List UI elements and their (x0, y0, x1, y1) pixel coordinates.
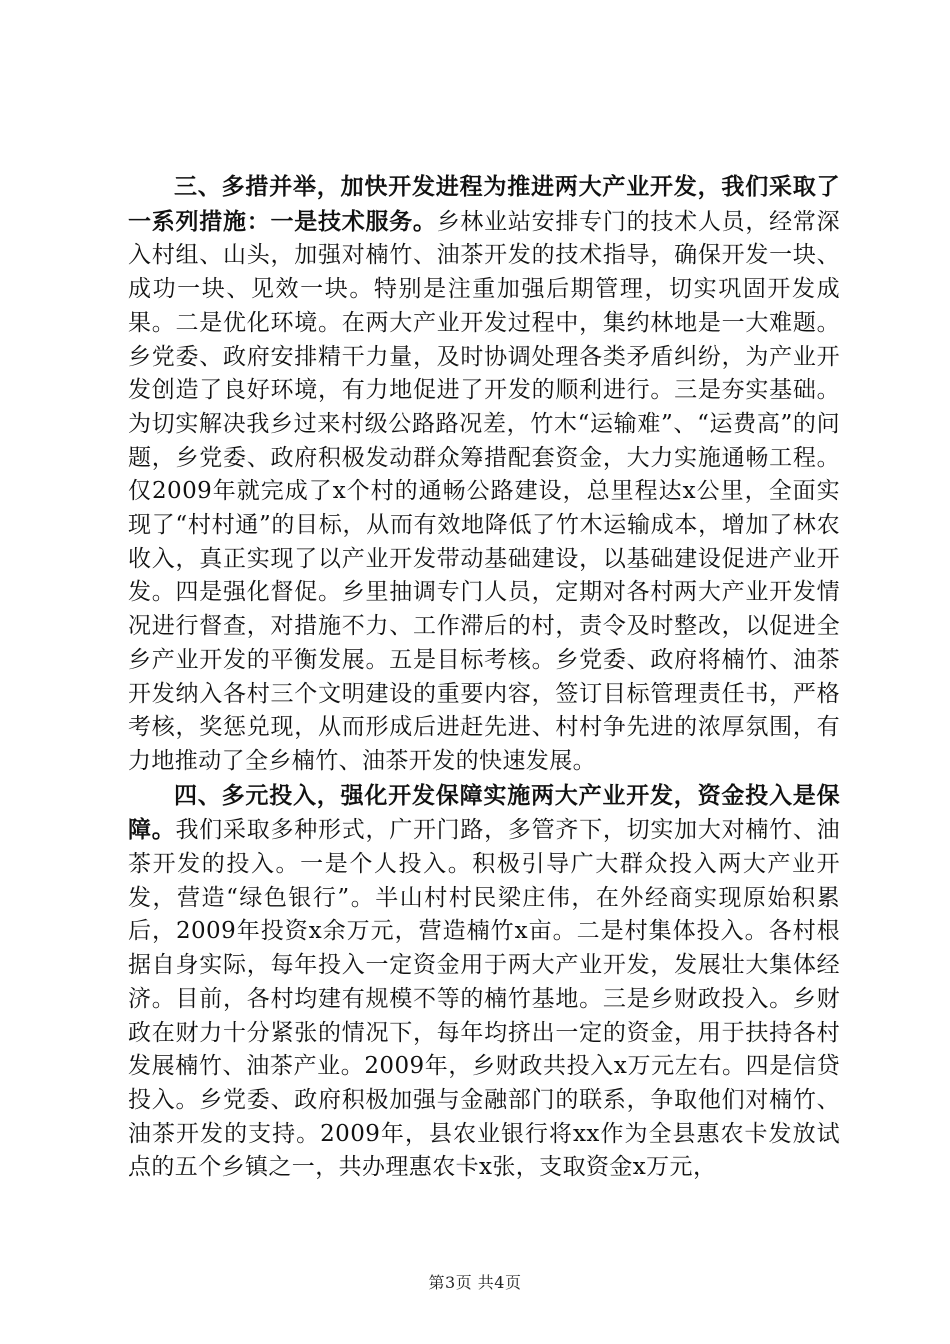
paragraph-investment (128, 779, 840, 1185)
paragraph-heading: 四、多元投入，强化开发保障实施两大产业开发，资金投入是保障。 (128, 781, 840, 844)
paragraph-heading: 三、多措并举，加快开发进程为推进两大产业开发，我们采取了一系列措施：一是技术服务。 (128, 173, 840, 235)
page-footer (0, 1270, 950, 1293)
page-number-label: 第3页 共4页 (428, 1273, 522, 1292)
paragraph-text: 我们采取多种形式，广开门路，多管齐下，切实加大对楠竹、油茶开发的投入。一是个人投入。积极引导广大群众投入两大产业开发，营造“绿色银行”。半山村村民梁庄伟，在外经商实现原始积累后，2009年投资x余万元，营造楠竹x亩。二是村集体投入。各村根据自身实际，每年投入一定资金用于两大产业开发，发展壮大集体经济。目前，各村均建有规模不等的楠竹基地。三是乡财政投入。乡财政在财力十分紧张的情况下，每年均挤出一定的资金，用于扶持各村发展楠竹、油茶产业。2009年，乡财政共投入x万元左右。四是信贷投入。乡党委、政府积极加强与金融部门的联系，争取他们对楠竹、油茶开发的支持。2009年，县农业银行将xx作为全县惠农卡发放试点的五个乡镇之一，共办理惠农卡x张，支取资金x万元， (128, 817, 840, 1181)
document-body (128, 170, 840, 1185)
paragraph-text: 乡林业站安排专门的技术人员，经常深入村组、山头，加强对楠竹、油茶开发的技术指导，确保开发一块、成功一块、见效一块。特别是注重加强后期管理，切实巩固开发成果。二是优化环境。在两大产业开发过程中，集约林地是一大难题。乡党委、政府安排精干力量，及时协调处理各类矛盾纠纷，为产业开发创造了良好环境，有力地促进了开发的顺利进行。三是夯实基础。为切实解决我乡过来村级公路路况差，竹木“运输难”、“运费高”的问题，乡党委、政府积极发动群众筹措配套资金，大力实施通畅工程。仅2009年就完成了x个村的通畅公路建设，总里程达x公里，全面实现了“村村通”的目标，从而有效地降低了竹木运输成本，增加了林农收入，真正实现了以产业开发带动基础建设，以基础建设促进产业开发。四是强化督促。乡里抽调专门人员，定期对各村两大产业开发情况进行督查，对措施不力、工作滞后的村，责令及时整改，以促进全乡产业开发的平衡发展。五是目标考核。乡党委、政府将楠竹、油茶开发纳入各村三个文明建设的重要内容，签订目标管理责任书，严格考核，奖惩兑现，从而形成后进赶先进、村村争先进的浓厚氛围，有力地推动了全乡楠竹、油茶开发的快速发展。 (128, 208, 840, 774)
paragraph-measures (128, 170, 840, 779)
